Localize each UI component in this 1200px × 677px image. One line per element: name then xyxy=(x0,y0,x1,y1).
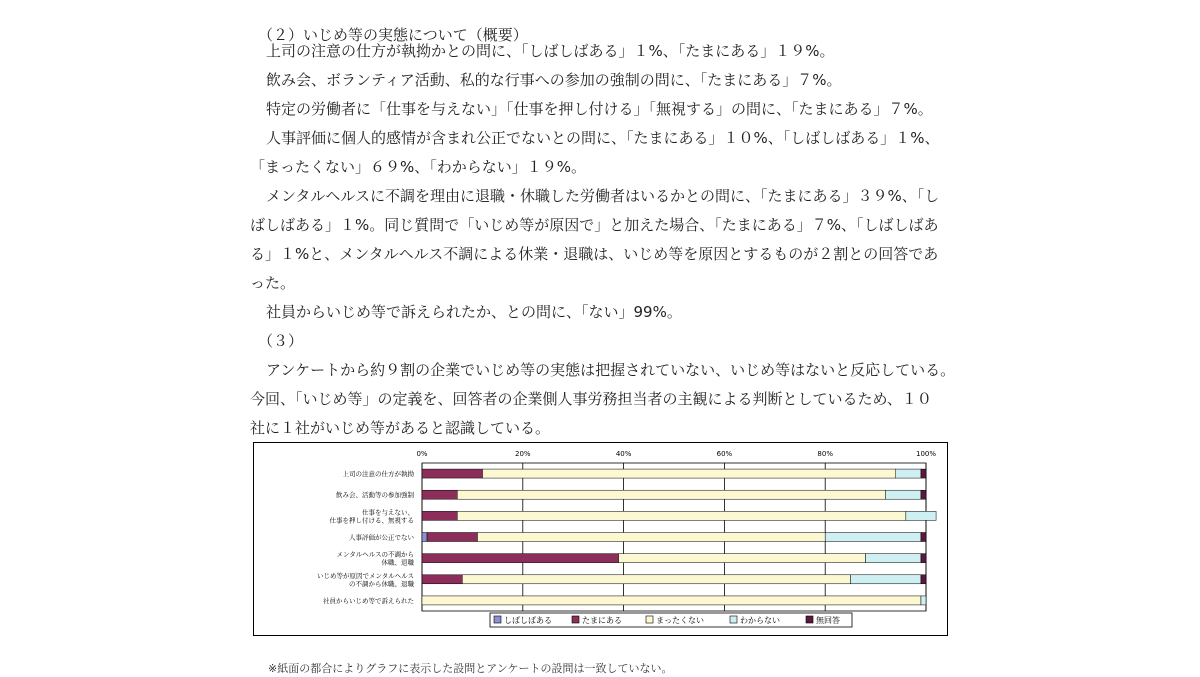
bar-segment xyxy=(457,511,906,520)
bar-segment xyxy=(896,469,921,478)
paragraph-line: った。 xyxy=(250,274,296,292)
bar-segment xyxy=(921,575,926,584)
category-label: 人事評価が公正でない xyxy=(349,533,414,542)
category-label: 仕事を押し付ける、無視する xyxy=(329,516,414,525)
bar-segment xyxy=(866,554,921,563)
bar-segment xyxy=(477,533,825,542)
section3-heading: （３） xyxy=(258,332,304,350)
bar-segment xyxy=(457,490,885,499)
bar-segment xyxy=(462,575,850,584)
category-label: 仕事を与えない、 xyxy=(362,508,414,517)
category-label: 休職、退職 xyxy=(381,558,414,567)
bar-segment xyxy=(850,575,921,584)
bar-segment xyxy=(422,469,482,478)
legend-label: しばしばある xyxy=(504,616,552,625)
section-heading: （２）いじめ等の実態について（概要） xyxy=(258,26,528,44)
bar-segment xyxy=(921,469,926,478)
bar-segment xyxy=(906,511,936,520)
bar-segment xyxy=(886,490,921,499)
legend-label: わからない xyxy=(740,616,780,625)
x-tick-label: 0% xyxy=(416,450,428,458)
x-tick-label: 40% xyxy=(615,450,632,458)
bar-segment xyxy=(422,490,457,499)
category-label: 社員からいじめ等で訴えられた xyxy=(323,596,414,605)
stacked-bar-chart xyxy=(254,443,947,635)
bar-segment xyxy=(921,490,926,499)
legend-swatch xyxy=(806,616,813,623)
survey-chart xyxy=(253,442,948,636)
category-label: メンタルヘルスの不調から xyxy=(336,550,414,559)
paragraph-line: 人事評価に個人的感情が含まれ公正でないとの問に、「たまにある」１０%、「しばしばある」１%、 xyxy=(266,129,940,147)
bar-segment xyxy=(427,533,477,542)
x-tick-label: 100% xyxy=(915,450,937,458)
bar-segment xyxy=(921,554,926,563)
category-label: 上司の注意の仕方が執拗 xyxy=(342,470,414,479)
bar-segment xyxy=(825,533,921,542)
bar-segment xyxy=(619,554,866,563)
footnote: ※紙面の都合によりグラフに表示した設問とアンケートの設問は一致していない。 xyxy=(268,662,673,675)
legend-swatch xyxy=(730,616,737,623)
x-tick-label: 60% xyxy=(716,450,733,458)
paragraph-line: 社員からいじめ等で訴えられたか、との問に、「ない」99%。 xyxy=(266,303,682,321)
section3-line: 今回、「いじめ等」の定義を、回答者の企業側人事労務担当者の主観による判断としているため、１０ xyxy=(250,390,932,408)
legend-label: たまにある xyxy=(582,616,622,625)
paragraph-line: 特定の労働者に「仕事を与えない」「仕事を押し付ける」「無視する」の問に、「たまにある」７%。 xyxy=(266,100,933,118)
bar-segment xyxy=(422,533,427,542)
x-tick-label: 80% xyxy=(817,450,833,458)
bar-segment xyxy=(482,469,895,478)
legend-swatch xyxy=(494,616,501,623)
paragraph-line: ばしばある」１%。同じ質問で「いじめ等が原因で」と加えた場合、「たまにある」７%、「しばしばあ xyxy=(250,216,939,234)
x-tick-label: 20% xyxy=(515,450,531,458)
paragraph-line: メンタルヘルスに不調を理由に退職・休職した労働者はいるかとの問に、「たまにある」３９%、「し xyxy=(266,187,940,205)
bar-segment xyxy=(921,596,926,605)
bar-segment xyxy=(921,533,926,542)
category-label: いじめ等が原因でメンタルヘルス xyxy=(316,571,414,580)
legend-label: まったくない xyxy=(656,616,704,625)
paragraph-line: 飲み会、ボランティア活動、私的な行事への参加の強制の問に、「たまにある」７%。 xyxy=(266,71,842,89)
bar-segment xyxy=(422,575,462,584)
paragraph-line: 上司の注意の仕方が執拗かとの問に、「しばしばある」１%、「たまにある」１９%。 xyxy=(266,42,835,60)
section3-line: アンケートから約９割の企業でいじめ等の実態は把握されていない、いじめ等はないと反応している。 xyxy=(266,361,956,379)
legend-label: 無回答 xyxy=(816,616,840,625)
bar-segment xyxy=(422,511,457,520)
section3-line: 社に１社がいじめ等があると認識している。 xyxy=(250,419,551,437)
category-label: 飲み会、活動等の参加強制 xyxy=(336,491,414,500)
bar-segment xyxy=(422,554,619,563)
legend-swatch xyxy=(572,616,579,623)
paragraph-line: 「まったくない」６９%、「わからない」１９%。 xyxy=(250,158,587,176)
legend-swatch xyxy=(646,616,653,623)
paragraph-line: る」１%と、メンタルヘルス不調による休業・退職は、いじめ等を原因とするものが２割との回答であ xyxy=(250,245,939,263)
category-label: の不調から休職、退職 xyxy=(349,579,414,588)
bar-segment xyxy=(422,596,921,605)
